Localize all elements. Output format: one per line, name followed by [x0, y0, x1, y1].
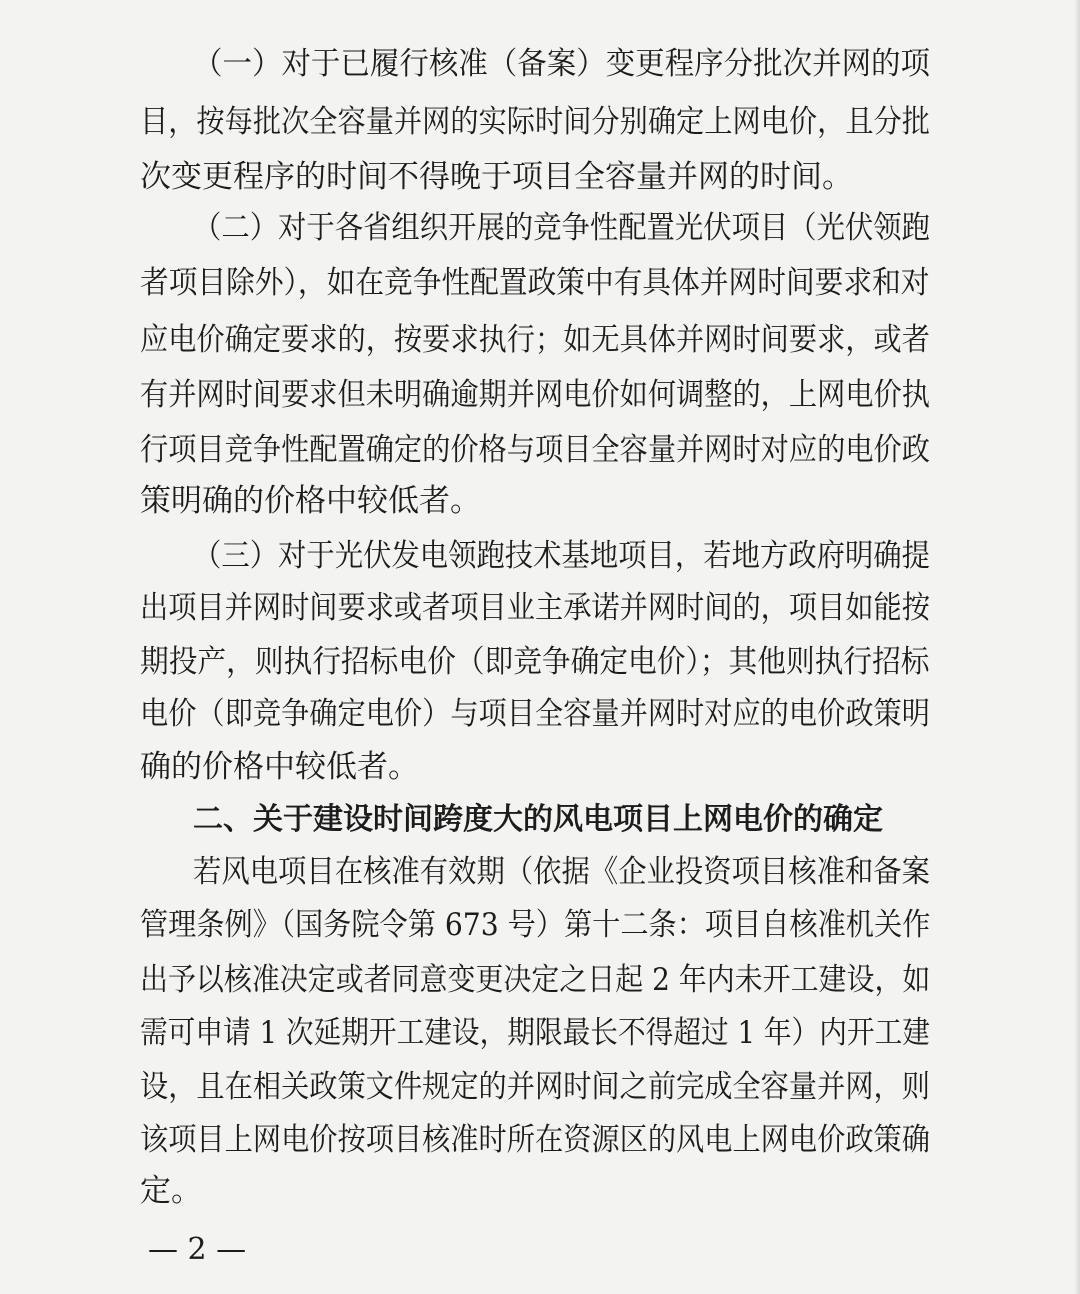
page-edge-shadow [1074, 0, 1080, 1294]
section-heading-text: 二、关于建设时间跨度大的风电项目上网电价的确定 [193, 802, 883, 837]
line-text: 者项目除外），如在竞争性配置政策中有具体并网时间要求和对 [140, 265, 930, 301]
paragraph-line [0, 155, 1080, 199]
line-text: 定。 [140, 1173, 202, 1209]
line-text: 有并网时间要求但未明确逾期并网电价如何调整的，上网电价执 [140, 377, 930, 413]
line-text: 目，按每批次全容量并网的实际时间分别确定上网电价，且分批 [140, 104, 930, 140]
paragraph-line [0, 479, 1080, 523]
line-text: （二）对于各省组织开展的竞争性配置光伏项目（光伏领跑 [193, 210, 931, 246]
paragraph-line [0, 692, 1080, 736]
line-text: 次变更程序的时间不得晚于项目全容量并网的时间。 [140, 159, 853, 195]
paragraph-line [0, 586, 1080, 630]
paragraph-line [0, 100, 1080, 144]
page-number: — 2 — [148, 1232, 247, 1267]
paragraph-line [0, 640, 1080, 684]
line-text: 行项目竞争性配置确定的价格与项目全容量并网时对应的电价政 [140, 432, 930, 468]
line-text: 若风电项目在核准有效期（依据《企业投资项目核准和备案 [193, 854, 931, 890]
line-text: 期投产，则执行招标电价（即竞争确定电价）；其他则执行招标 [140, 644, 930, 680]
paragraph-line [0, 206, 1080, 250]
paragraph-line [0, 1011, 1080, 1055]
paragraph-line [0, 1118, 1080, 1162]
paragraph-line [0, 373, 1080, 417]
section-heading [0, 798, 1080, 842]
line-text: 出予以核准决定或者同意变更决定之日起 2 年内未开工建设，如 [140, 962, 931, 998]
line-text: 应电价确定要求的，按要求执行；如无具体并网时间要求，或者 [140, 322, 930, 358]
line-text: 需可申请 1 次延期开工建设，期限最长不得超过 1 年）内开工建 [140, 1015, 930, 1051]
paragraph-line [0, 261, 1080, 305]
line-text: 该项目上网电价按项目核准时所在资源区的风电上网电价政策确 [140, 1122, 930, 1158]
paragraph-line [0, 850, 1080, 894]
paragraph-line [0, 318, 1080, 362]
paragraph-line [0, 534, 1080, 578]
paragraph-line [0, 958, 1080, 1002]
paragraph-line [0, 428, 1080, 472]
paragraph-line [0, 745, 1080, 789]
paragraph-line [0, 42, 1080, 86]
paragraph-line [0, 1169, 1080, 1213]
paragraph-line [0, 1065, 1080, 1109]
line-text: 管理条例》（国务院令第 673 号）第十二条：项目自核准机关作 [140, 907, 931, 943]
line-text: 策明确的价格中较低者。 [140, 483, 481, 519]
line-text: 出项目并网时间要求或者项目业主承诺并网时间的，项目如能按 [140, 590, 930, 626]
paragraph-line [0, 903, 1080, 947]
line-text: 电价（即竞争确定电价）与项目全容量并网时对应的电价政策明 [140, 696, 930, 732]
line-text: 确的价格中较低者。 [140, 749, 419, 785]
line-text: 设，且在相关政策文件规定的并网时间之前完成全容量并网，则 [140, 1069, 930, 1105]
line-text: （三）对于光伏发电领跑技术基地项目，若地方政府明确提 [193, 538, 931, 574]
line-text: （一）对于已履行核准（备案）变更程序分批次并网的项 [193, 46, 931, 82]
